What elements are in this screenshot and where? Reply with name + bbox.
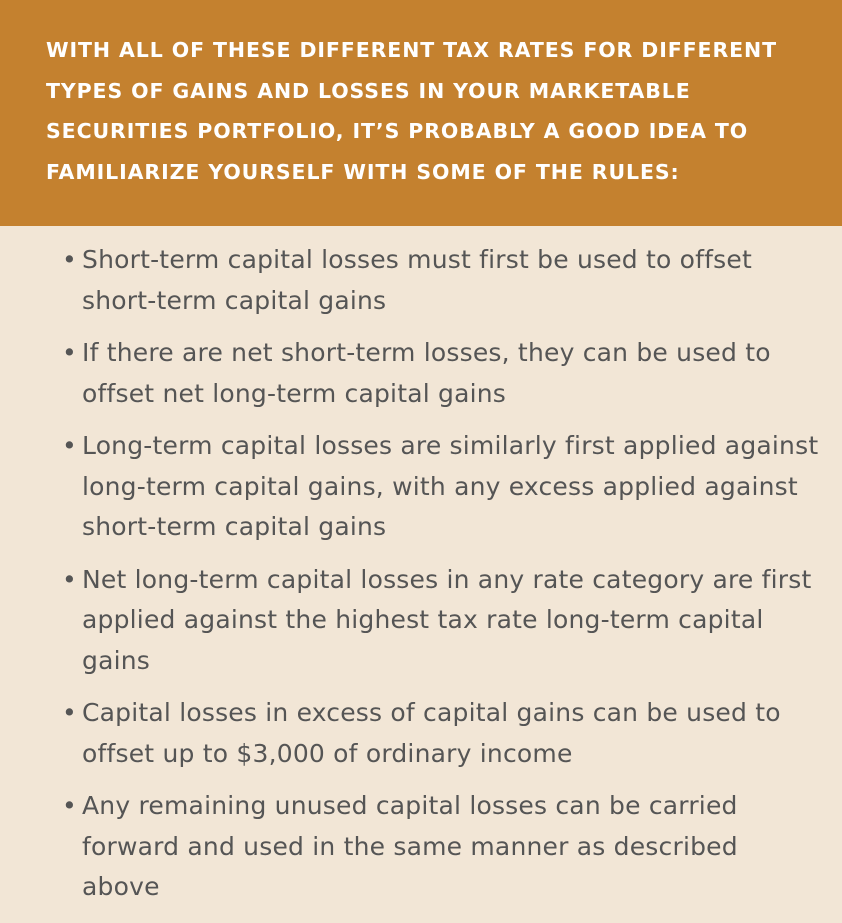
rule-item [62, 560, 822, 682]
rule-item [62, 426, 822, 548]
rule-text: Any remaining unused capital losses can be carried forward and used in the same manner as described above [82, 791, 738, 901]
bullet-icon: • [62, 564, 77, 594]
bullet-icon: • [62, 245, 77, 274]
rule-item [62, 333, 822, 414]
rule-text: Capital losses in excess of capital gains can be used to offset up to $3,000 of ordinary income [82, 698, 781, 768]
rule-text: Short-term capital losses must first be used to offset short-term capital gains [82, 245, 752, 315]
rule-item [62, 786, 822, 908]
rule-item [62, 693, 822, 774]
rule-text: Net long-term capital losses in any rate category are first applied against the highest tax rate long-term capital gains [82, 564, 812, 675]
rule-text: If there are net short-term losses, they can be used to offset net long-term capital gains [82, 338, 771, 408]
header-banner [0, 0, 842, 226]
bullet-icon: • [62, 338, 77, 367]
rule-item [62, 240, 822, 321]
bullet-icon: • [62, 698, 77, 727]
rule-text: Long-term capital losses are similarly first applied against long-term capital gains, with any excess applied against short-term capital gains [82, 431, 819, 541]
rules-list [0, 226, 842, 908]
bullet-icon: • [62, 791, 77, 820]
header-text: WITH ALL OF THESE DIFFERENT TAX RATES FOR DIFFERENT TYPES OF GAINS AND LOSSES IN YOUR MARKETABLE SECURITIES PORTFOLIO, IT’S PROBABLY A GOOD IDEA TO FAMILIARIZE YOURSELF WITH SOME OF THE RULES: [46, 38, 777, 184]
bullet-icon: • [62, 431, 77, 460]
